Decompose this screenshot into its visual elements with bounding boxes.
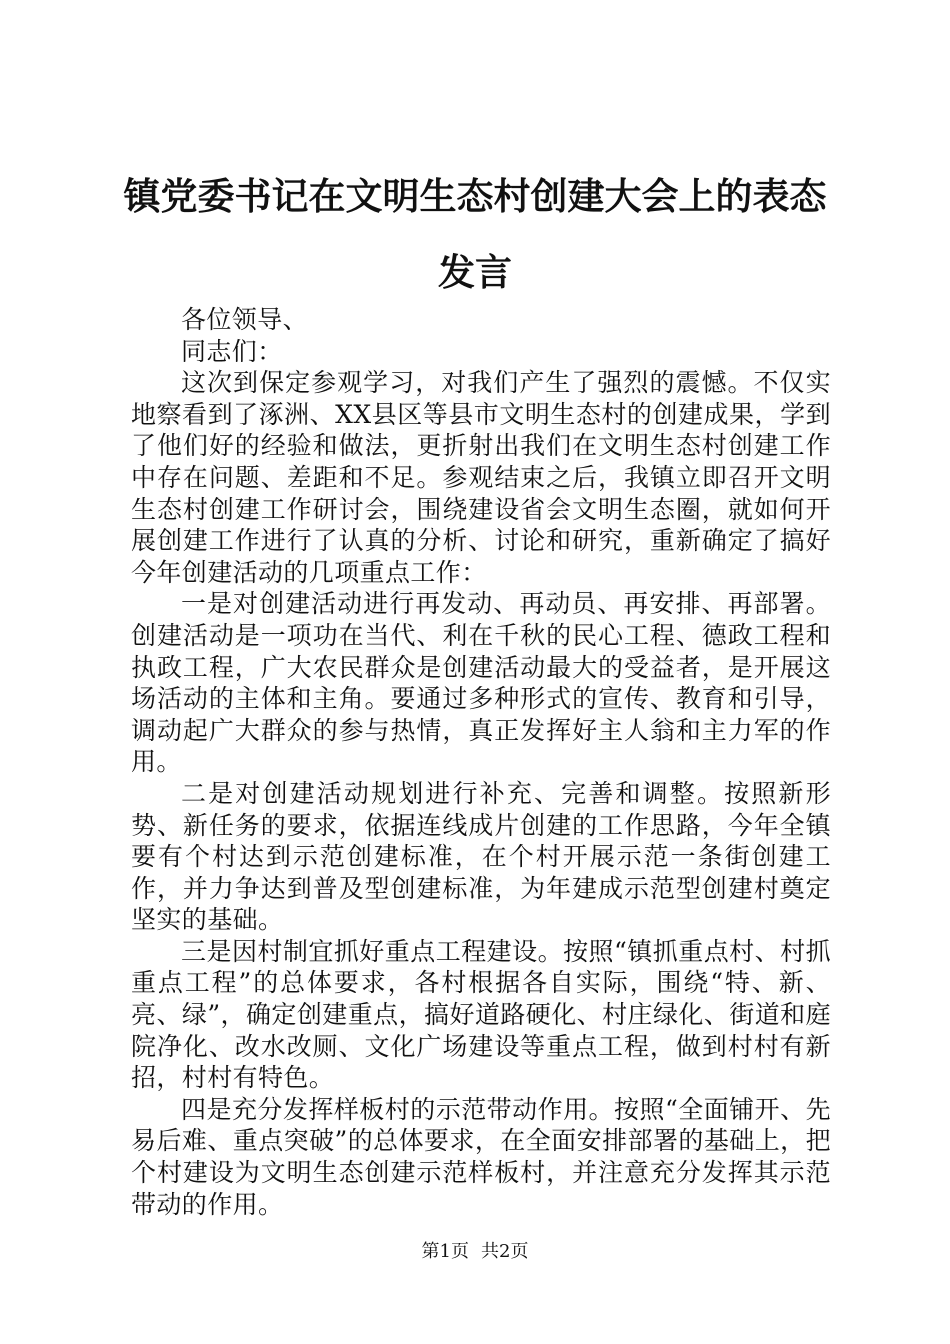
body-paragraph: 这次到保定参观学习，对我们产生了强烈的震憾。不仅实地察看到了涿洲、XX县区等县市文明生态村的创建成果，学到了他们好的经验和做法，更折射出我们在文明生态村创建工作中存在问题、差距和不足。参观结束之后，我镇立即召开文明生态村创建工作研讨会，围绕建设省会文明生态圈，就如何开展创建工作进行了认真的分析、讨论和研究，重新确定了搞好今年创建活动的几项重点工作： — [131, 368, 831, 587]
document-body — [131, 304, 831, 1220]
body-paragraph: 四是充分发挥样板村的示范带动作用。按照“全面铺开、先易后难、重点突破”的总体要求，在全面安排部署的基础上，把个村建设为文明生态创建示范样板村，并注意充分发挥其示范带动的作用。 — [131, 1094, 831, 1219]
page-total: 共2页 — [481, 1241, 529, 1262]
body-paragraph: 二是对创建活动规划进行补充、完善和调整。按照新形势、新任务的要求，依据连线成片创建的工作思路，今年全镇要有个村达到示范创建标准，在个村开展示范一条街创建工作，并力争达到普及型创建标准，为年建成示范型创建村奠定坚实的基础。 — [131, 778, 831, 935]
page-number: 第1页 — [421, 1241, 469, 1262]
body-paragraph: 一是对创建活动进行再发动、再动员、再安排、再部署。创建活动是一项功在当代、利在千秋的民心工程、德政工程和执政工程，广大农民群众是创建活动最大的受益者，是开展这场活动的主体和主角。要通过多种形式的宣传、教育和引导，调动起广大群众的参与热情，真正发挥好主人翁和主力军的作用。 — [131, 589, 831, 777]
document-title: 镇党委书记在文明生态村创建大会上的表态发言 — [123, 174, 827, 294]
salutation-line: 同志们： — [181, 336, 283, 366]
page-footer — [0, 1240, 950, 1264]
salutation-line: 各位领导、 — [181, 305, 309, 334]
body-paragraph: 三是因村制宜抓好重点工程建设。按照“镇抓重点村、村抓重点工程”的总体要求，各村根据各自实际，围绕“特、新、亮、绿”，确定创建重点，搞好道路硬化、村庄绿化、街道和庭院净化、改水改厕、文化广场建设等重点工程，做到村村有新招，村村有特色。 — [131, 936, 831, 1093]
